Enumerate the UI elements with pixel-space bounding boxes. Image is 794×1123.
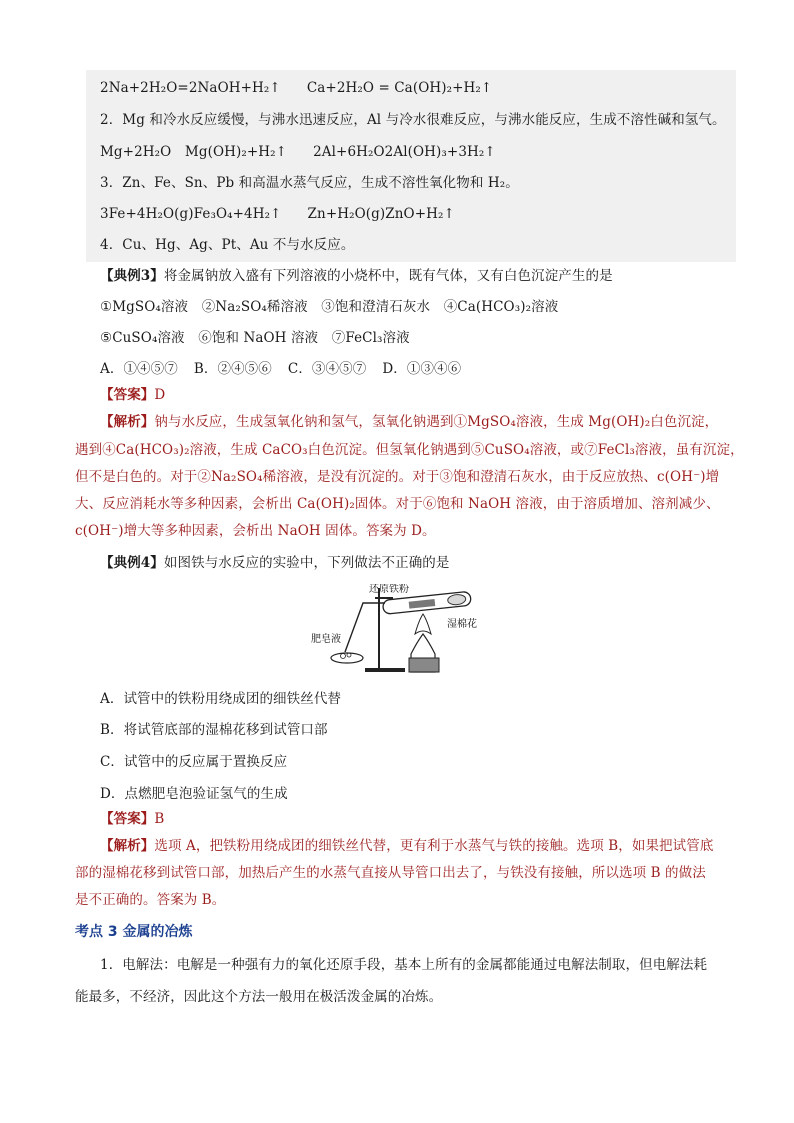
- item-3-text: 3．Zn、Fe、Sn、Pb 和高温水蒸气反应，生成不溶性氧化物和 H₂。: [100, 175, 519, 191]
- label-iron-powder: 还原铁粉: [369, 584, 409, 595]
- example-4-answer-value: B: [154, 811, 165, 827]
- item-4-text: 4．Cu、Hg、Ag、Pt、Au 不与水反应。: [100, 237, 355, 253]
- example-3-label: 【典例3】: [100, 268, 164, 284]
- equation-aluminum-water: 2Al+6H₂O2Al(OH)₃+3H₂↑: [313, 144, 496, 160]
- example-4-analysis-text-1: 选项 A，把铁粉用绕成团的细铁丝代替，更有利于水蒸气与铁的接触。选项 B，如果把试管底: [154, 838, 714, 854]
- equation-calcium-water: Ca+2H₂O = Ca(OH)₂+H₂↑: [306, 80, 493, 96]
- example-3-choice-d: D．①③④⑥: [382, 361, 462, 377]
- example-3-list-2: ⑤CuSO₄溶液 ⑥饱和 NaOH 溶液 ⑦FeCl₃溶液: [100, 330, 410, 346]
- example-4-question-text: 如图铁与水反应的实验中，下列做法不正确的是: [163, 555, 450, 571]
- example-3-analysis-line-1: [100, 412, 718, 432]
- label-wet-cotton: 湿棉花: [447, 619, 477, 630]
- section-3-paragraph-line-2: 能最多，不经济，因此这个方法一般用在极活泼金属的冶炼。: [75, 989, 443, 1005]
- example-4-label: 【典例4】: [100, 555, 164, 571]
- example-3-answer-value: D: [154, 387, 166, 403]
- example-3-choice-c: C．③④⑤⑦: [287, 361, 367, 377]
- example-3-question: [100, 266, 613, 286]
- example-3-choice-a: A．①④⑤⑦: [100, 361, 178, 377]
- example-4-answer: [100, 809, 164, 829]
- example-4-choice-b: B．将试管底部的湿棉花移到试管口部: [100, 722, 328, 738]
- section-3-paragraph-line-1: 1．电解法：电解是一种强有力的氧化还原手段，基本上所有的金属都能通过电解法制取，但电解法耗: [100, 957, 708, 973]
- item-2-text: 2．Mg 和冷水反应缓慢，与沸水迅速反应，Al 与冷水很难反应，与沸水能反应，生成不溶性碱和氢气。: [100, 112, 726, 128]
- stand-base: [365, 668, 405, 672]
- equation-line-2: [100, 142, 496, 162]
- example-4-analysis-line-3: 是不正确的。答案为 B。: [75, 892, 226, 908]
- equation-iron-steam: 3Fe+4H₂O(g)Fe₃O₄+4H₂↑: [100, 206, 282, 222]
- example-4-question: [100, 553, 450, 573]
- example-3-analysis-line-4: 大、反应消耗水等多种因素，会析出 Ca(OH)₂固体。对于⑥饱和 NaOH 溶液，由于溶质增加、溶剂减少、: [75, 496, 720, 512]
- example-3-list-1: ①MgSO₄溶液 ②Na₂SO₄稀溶液 ③饱和澄清石灰水 ④Ca(HCO₃)₂溶液: [100, 299, 559, 315]
- section-heading-metal-smelting: 考点 3 金属的冶炼: [75, 924, 193, 940]
- example-3-analysis-label: 【解析】: [100, 414, 155, 430]
- example-4-choice-d: D．点燃肥皂泡验证氢气的生成: [100, 786, 288, 802]
- example-3-answer-label: 【答案】: [100, 387, 155, 403]
- example-3-answer: [100, 385, 165, 405]
- example-3-choices: [100, 359, 461, 379]
- equation-zinc-steam: Zn+H₂O(g)ZnO+H₂↑: [307, 206, 455, 222]
- example-4-analysis-label: 【解析】: [100, 838, 155, 854]
- example-3-choice-b: B．②④⑤⑥: [193, 361, 272, 377]
- example-3-question-text: 将金属钠放入盛有下列溶液的小烧杯中，既有气体，又有白色沉淀产生的是: [163, 268, 613, 284]
- equation-magnesium-water: Mg+2H₂O Mg(OH)₂+H₂↑: [100, 144, 288, 160]
- flame: [415, 614, 431, 634]
- label-soap-solution: 肥皂液: [311, 634, 341, 645]
- example-3-analysis-text-1: 钠与水反应，生成氢氧化钠和氢气，氢氧化钠遇到①MgSO₄溶液，生成 Mg(OH)₂白色沉淀，: [154, 414, 719, 430]
- equation-sodium-water: 2Na+2H₂O=2NaOH+H₂↑: [100, 80, 281, 96]
- lamp-base: [409, 658, 439, 672]
- example-3-analysis-line-5: c(OH⁻)增大等多种因素，会析出 NaOH 固体。答案为 D。: [75, 523, 436, 539]
- equation-line-1: [100, 78, 492, 98]
- example-3-analysis-line-2: 遇到④Ca(HCO₃)₂溶液，生成 CaCO₃白色沉淀。但氢氧化钠遇到⑤CuSO₄溶液，或⑦FeCl₃溶液，虽有沉淀，: [75, 442, 744, 458]
- example-4-analysis-line-1: [100, 836, 713, 856]
- example-3-analysis-line-3: 但不是白色的。对于②Na₂SO₄稀溶液，是没有沉淀的。对于③饱和澄清石灰水，由于反应放热、c(OH⁻)增: [75, 469, 720, 485]
- example-4-choice-c: C．试管中的反应属于置换反应: [100, 754, 288, 770]
- example-4-analysis-line-2: 部的湿棉花移到试管口部，加热后产生的水蒸气直接从导管口出去了，与铁没有接触，所以选项 B 的做法: [75, 865, 706, 881]
- example-4-answer-label: 【答案】: [100, 811, 155, 827]
- iron-water-apparatus-figure: [305, 584, 487, 676]
- equation-line-3: [100, 204, 455, 224]
- example-4-choice-a: A．试管中的铁粉用绕成团的细铁丝代替: [100, 691, 342, 707]
- reaction-summary-box: [86, 70, 736, 262]
